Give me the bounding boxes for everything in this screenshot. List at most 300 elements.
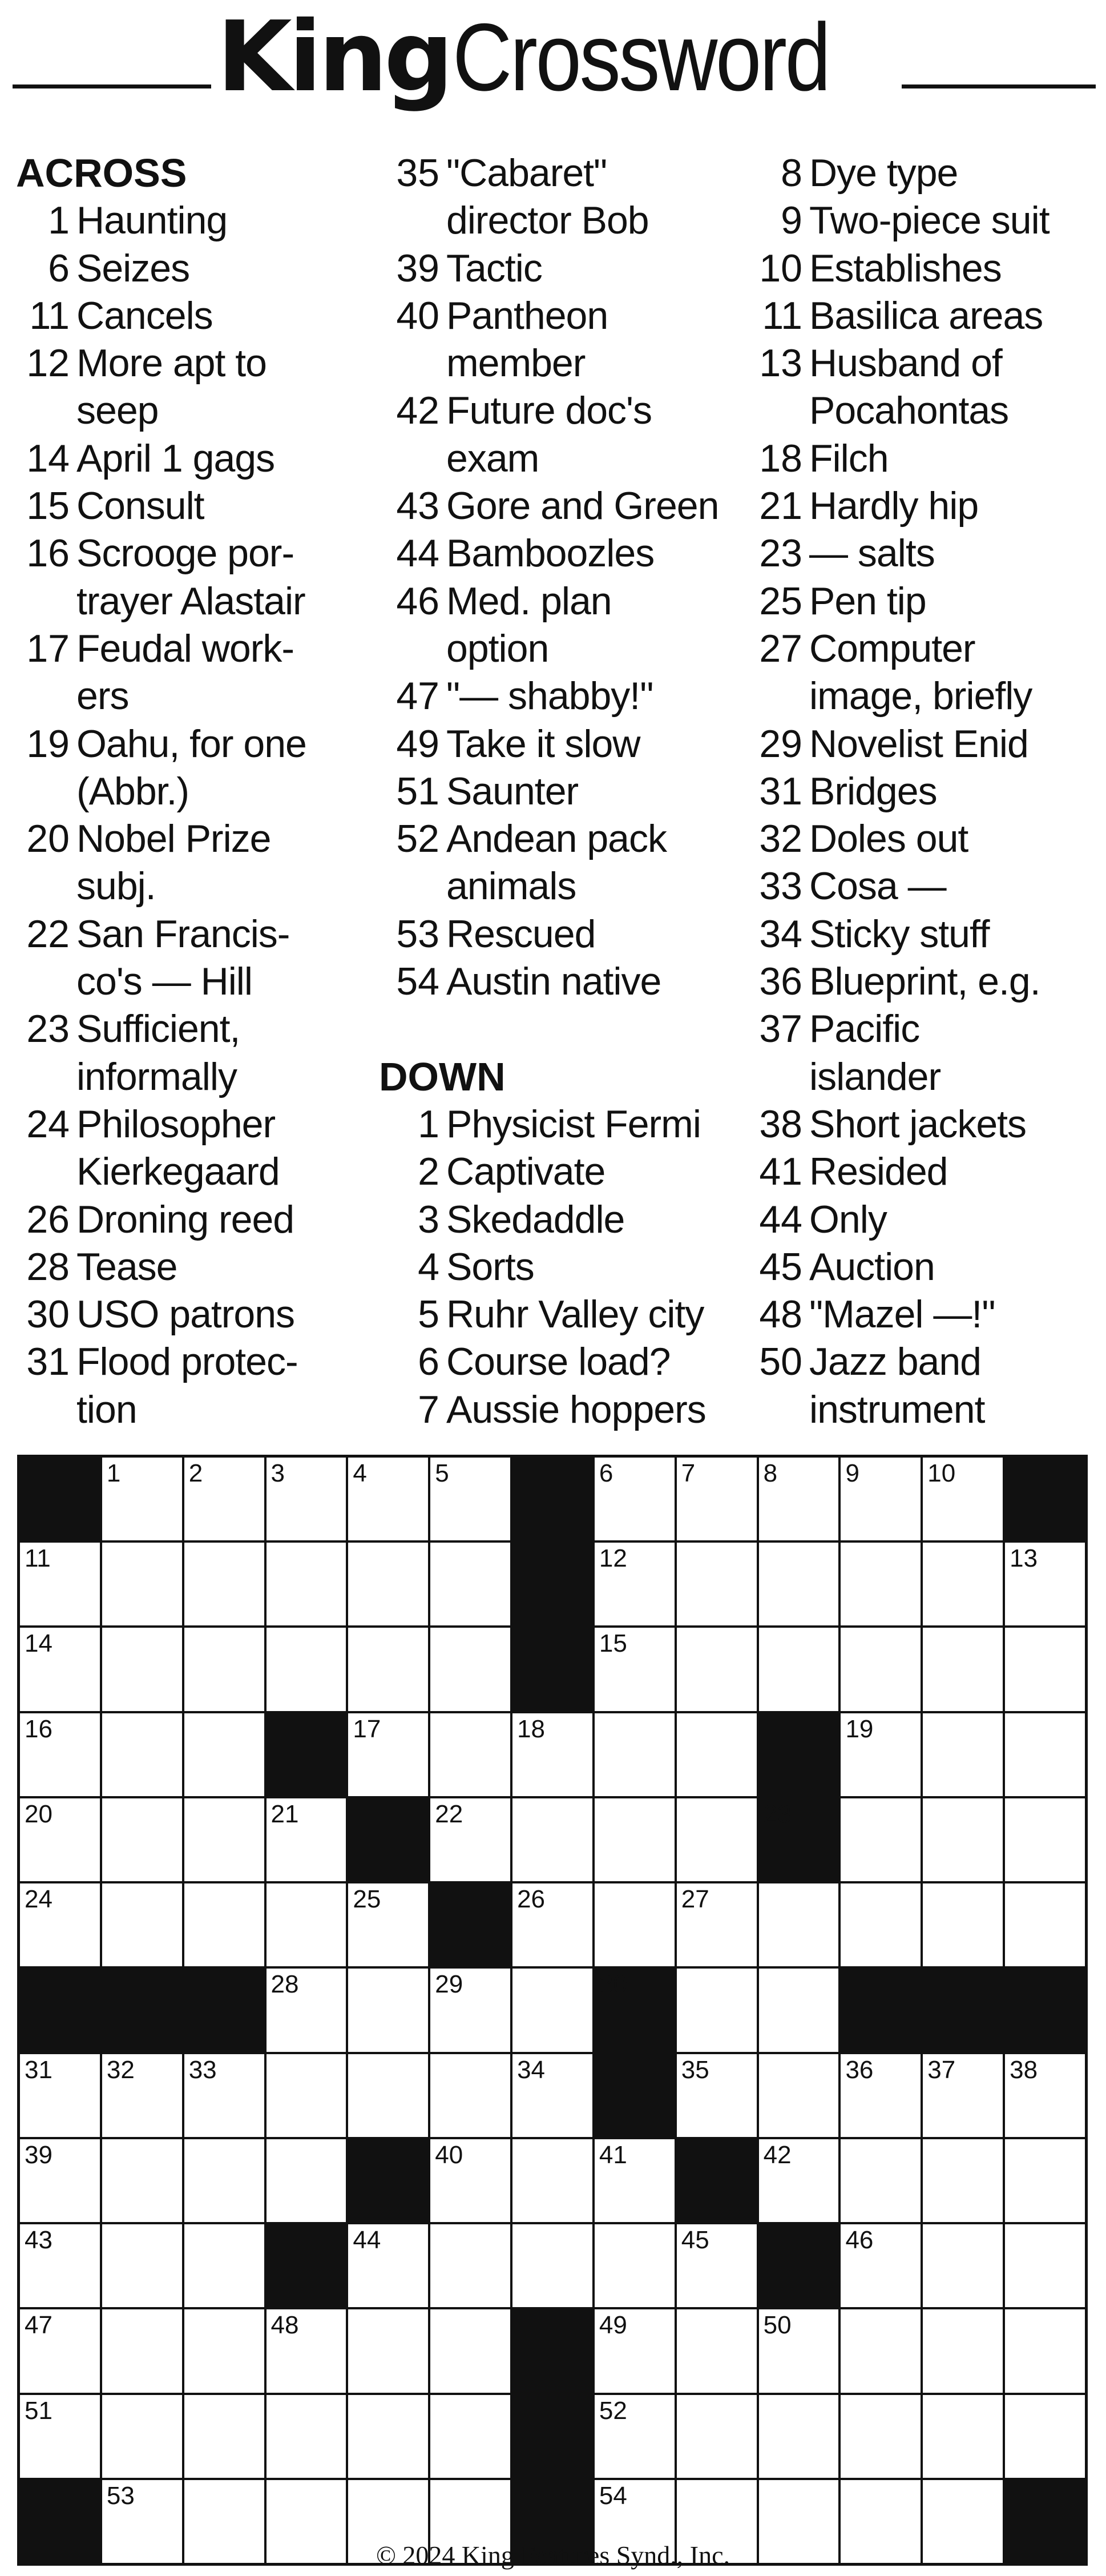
grid-cell[interactable]: [184, 1883, 264, 1966]
grid-cell[interactable]: [923, 1883, 1003, 1966]
grid-cell[interactable]: [348, 2395, 428, 2478]
clue-number: 16: [26, 532, 70, 575]
across-clue: [16, 197, 370, 244]
cell-number: 47: [25, 2311, 53, 2340]
grid-cell[interactable]: [677, 2395, 757, 2478]
clue-number: 25: [759, 579, 802, 623]
clue-text: Computer image, briefly: [809, 626, 1032, 718]
clue-number: 22: [26, 912, 70, 956]
grid-cell[interactable]: [267, 1628, 346, 1710]
clue-number: 35: [396, 151, 439, 195]
clue-number: 1: [48, 199, 70, 243]
black-square: [512, 1628, 592, 1710]
header-rule-right: [902, 84, 1096, 88]
across-clue: [379, 292, 744, 388]
grid-cell[interactable]: [595, 2395, 675, 2478]
down-clue: [742, 1338, 1101, 1434]
grid-cell[interactable]: [348, 2224, 428, 2307]
cell-number: 32: [106, 2055, 135, 2084]
grid-cell[interactable]: [595, 1543, 675, 1625]
crossword-grid: [17, 1455, 1088, 2566]
across-clue: [16, 1005, 370, 1101]
grid-cell[interactable]: [267, 1969, 346, 2051]
grid-cell[interactable]: [923, 1458, 1003, 1540]
grid-cell[interactable]: [923, 1798, 1003, 1881]
grid-cell[interactable]: [348, 1458, 428, 1540]
cell-number: 15: [599, 1629, 627, 1658]
black-square: [759, 1713, 839, 1796]
clue-text: Med. plan option: [446, 579, 612, 670]
clue-text: Tease: [76, 1245, 177, 1289]
grid-cell[interactable]: [677, 1883, 757, 1966]
grid-cell[interactable]: [1005, 1883, 1085, 1966]
down-clue: [742, 1243, 1101, 1291]
grid-cell[interactable]: [595, 1713, 675, 1796]
clue-text: Future doc's exam: [446, 389, 652, 480]
cell-number: 29: [435, 1970, 463, 1999]
clue-text: Andean pack animals: [446, 817, 667, 908]
cell-number: 24: [25, 1885, 53, 1914]
grid-cell[interactable]: [759, 1458, 839, 1540]
clue-number: 2: [418, 1150, 439, 1194]
grid-cell[interactable]: [841, 2224, 921, 2307]
clue-text: Tactic: [446, 246, 542, 290]
clue-column-3: [742, 150, 1101, 1434]
across-clue: [379, 958, 744, 1005]
grid-cell[interactable]: [20, 2224, 100, 2307]
across-clue: [379, 768, 744, 815]
cell-number: 37: [927, 2055, 956, 2084]
grid-cell[interactable]: [184, 2054, 264, 2137]
cell-number: 22: [435, 1800, 463, 1828]
grid-cell[interactable]: [923, 2395, 1003, 2478]
grid-cell[interactable]: [184, 2224, 264, 2307]
clue-number: 6: [418, 1340, 439, 1384]
grid-cell[interactable]: [267, 2139, 346, 2222]
grid-cell[interactable]: [20, 2139, 100, 2222]
grid-cell[interactable]: [677, 1458, 757, 1540]
grid-cell[interactable]: [102, 2139, 182, 2222]
grid-cell[interactable]: [923, 1713, 1003, 1796]
grid-cell[interactable]: [1005, 2309, 1085, 2392]
down-clue: [742, 1005, 1101, 1101]
clue-number: 47: [396, 674, 439, 718]
grid-cell[interactable]: [841, 2309, 921, 2392]
clue-text: Pantheon member: [446, 293, 608, 385]
grid-cell[interactable]: [841, 1713, 921, 1796]
clue-number: 31: [26, 1340, 70, 1384]
grid-cell[interactable]: [430, 2309, 510, 2392]
grid-cell[interactable]: [184, 1798, 264, 1881]
black-square: [267, 1713, 346, 1796]
clue-text: Pacific islander: [809, 1007, 941, 1098]
grid-cell[interactable]: [677, 2054, 757, 2137]
grid-cell[interactable]: [1005, 1713, 1085, 1796]
grid-cell[interactable]: [184, 1713, 264, 1796]
down-clue: [742, 911, 1101, 958]
cell-number: 13: [1010, 1544, 1038, 1573]
down-clue: [742, 863, 1101, 910]
cell-number: 30: [599, 1970, 627, 1999]
down-clue: [742, 245, 1101, 292]
clue-number: 26: [26, 1197, 70, 1241]
clue-text: Basilica areas: [809, 293, 1043, 337]
grid-cell[interactable]: [512, 2054, 592, 2137]
down-clue: [742, 815, 1101, 863]
cell-number: 11: [25, 1544, 51, 1573]
grid-cell[interactable]: [430, 1713, 510, 1796]
cell-number: 5: [435, 1459, 449, 1487]
grid-cell[interactable]: [841, 1883, 921, 1966]
clue-text: Haunting: [76, 199, 228, 243]
grid-cell[interactable]: [184, 1628, 264, 1710]
grid-cell[interactable]: [184, 1543, 264, 1625]
down-clue: [742, 721, 1101, 768]
grid-cell[interactable]: [512, 1798, 592, 1881]
grid-cell[interactable]: [512, 2224, 592, 2307]
clue-text: Filch: [809, 436, 889, 480]
grid-cell[interactable]: [348, 1969, 428, 2051]
grid-cell[interactable]: [184, 2395, 264, 2478]
grid-cell[interactable]: [348, 1713, 428, 1796]
grid-cell[interactable]: [348, 2309, 428, 2392]
clue-text: Skedaddle: [446, 1197, 625, 1241]
clue-text: Pen tip: [809, 579, 926, 623]
clue-number: 5: [418, 1293, 439, 1337]
black-square: [1005, 1458, 1085, 1540]
clue-text: Gore and Green: [446, 484, 719, 528]
down-clue: [742, 625, 1101, 721]
cell-number: 54: [599, 2481, 627, 2510]
grid-cell[interactable]: [184, 2309, 264, 2392]
down-clue: [379, 1101, 744, 1148]
black-square: [267, 2224, 346, 2307]
grid-cell[interactable]: [759, 2309, 839, 2392]
down-clue: [742, 1196, 1101, 1243]
grid-cell[interactable]: [923, 2054, 1003, 2137]
down-heading: DOWN: [379, 1054, 506, 1099]
grid-cell[interactable]: [20, 2309, 100, 2392]
across-clue: [16, 1243, 370, 1291]
grid-cell[interactable]: [20, 1543, 100, 1625]
down-clue: [742, 578, 1101, 625]
grid-cell[interactable]: [759, 2395, 839, 2478]
clue-number: 11: [762, 293, 802, 337]
grid-cell[interactable]: [595, 2309, 675, 2392]
title-regular: Crossword: [453, 3, 829, 111]
grid-cell[interactable]: [841, 1543, 921, 1625]
clue-text: Husband of Pocahontas: [809, 341, 1009, 433]
across-clue: [16, 815, 370, 911]
grid-cell[interactable]: [595, 1883, 675, 1966]
grid-cell[interactable]: [759, 1628, 839, 1710]
cell-number: 31: [25, 2055, 53, 2084]
grid-cell[interactable]: [184, 1458, 264, 1540]
clue-text: Droning reed: [76, 1197, 294, 1241]
grid-cell[interactable]: [841, 2054, 921, 2137]
grid-cell[interactable]: [841, 2395, 921, 2478]
grid-cell[interactable]: [923, 1543, 1003, 1625]
grid-cell[interactable]: [267, 2054, 346, 2137]
grid-cell[interactable]: [759, 1543, 839, 1625]
grid-cell[interactable]: [841, 2139, 921, 2222]
clue-number: 20: [26, 817, 70, 861]
clue-text: Establishes: [809, 246, 1002, 290]
clue-number: 44: [396, 532, 439, 575]
cell-number: 1: [106, 1459, 121, 1487]
grid-cell[interactable]: [102, 2309, 182, 2392]
clue-number: 27: [759, 626, 802, 670]
grid-cell[interactable]: [677, 1969, 757, 2051]
across-clue: [16, 340, 370, 435]
across-heading: ACROSS: [16, 151, 187, 195]
down-clue: [742, 958, 1101, 1005]
grid-cell[interactable]: [430, 1543, 510, 1625]
grid-cell[interactable]: [267, 1543, 346, 1625]
clue-text: Cancels: [76, 293, 213, 337]
page-title: [217, 0, 890, 114]
grid-cell[interactable]: [759, 2054, 839, 2137]
grid-cell[interactable]: [677, 2309, 757, 2392]
grid-cell[interactable]: [841, 1798, 921, 1881]
grid-cell[interactable]: [595, 1798, 675, 1881]
grid-cell[interactable]: [348, 1628, 428, 1710]
clue-text: More apt to seep: [76, 341, 267, 433]
grid-cell[interactable]: [677, 2224, 757, 2307]
grid-cell[interactable]: [430, 2395, 510, 2478]
clue-number: 23: [759, 532, 802, 575]
cell-number: 41: [599, 2140, 627, 2169]
grid-cell[interactable]: [759, 2139, 839, 2222]
grid-cell[interactable]: [595, 1458, 675, 1540]
down-clue: [379, 1196, 744, 1243]
grid-cell[interactable]: [348, 1883, 428, 1966]
grid-cell[interactable]: [841, 1628, 921, 1710]
clue-number: 50: [759, 1340, 802, 1384]
grid-cell[interactable]: [512, 2139, 592, 2222]
clue-number: 17: [26, 626, 70, 670]
across-clue: [379, 815, 744, 911]
across-clue: [16, 1291, 370, 1338]
grid-cell[interactable]: [20, 1628, 100, 1710]
down-clue: [379, 1338, 744, 1386]
clue-text: Bridges: [809, 769, 937, 813]
down-clue: [742, 292, 1101, 340]
grid-cell[interactable]: [20, 1798, 100, 1881]
across-clue: [379, 482, 744, 530]
clue-text: Doles out: [809, 817, 968, 861]
clue-number: 41: [759, 1150, 802, 1194]
grid-cell[interactable]: [348, 1543, 428, 1625]
grid-cell[interactable]: [20, 1713, 100, 1796]
down-clue: [742, 1101, 1101, 1148]
across-clue: [379, 387, 744, 482]
clue-number: 10: [759, 246, 802, 290]
clue-number: 19: [26, 722, 70, 766]
grid-cell[interactable]: [267, 2395, 346, 2478]
grid-cell[interactable]: [1005, 2395, 1085, 2478]
clue-text: Philosopher Kierkegaard: [76, 1102, 280, 1194]
grid-cell[interactable]: [1005, 1628, 1085, 1710]
grid-cell[interactable]: [512, 1883, 592, 1966]
clue-text: San Francis- co's — Hill: [76, 912, 290, 1004]
clue-number: 28: [26, 1245, 70, 1289]
across-clue: [16, 1101, 370, 1196]
clue-number: 24: [26, 1102, 70, 1146]
clue-number: 45: [759, 1245, 802, 1289]
cell-number: 52: [599, 2396, 627, 2425]
grid-cell[interactable]: [677, 1543, 757, 1625]
grid-cell[interactable]: [102, 1713, 182, 1796]
clue-text: Rescued: [446, 912, 596, 956]
down-clue: [379, 1386, 744, 1434]
grid-cell[interactable]: [184, 2139, 264, 2222]
black-square: [1005, 1969, 1085, 2051]
down-clue: [742, 1291, 1101, 1338]
grid-cell[interactable]: [267, 1883, 346, 1966]
grid-cell[interactable]: [267, 1798, 346, 1881]
grid-cell[interactable]: [20, 2054, 100, 2137]
grid-cell[interactable]: [430, 1458, 510, 1540]
cell-number: 9: [845, 1459, 859, 1487]
clue-number: 53: [396, 912, 439, 956]
clue-text: USO patrons: [76, 1293, 295, 1337]
black-square: [595, 2054, 675, 2137]
grid-cell[interactable]: [1005, 2139, 1085, 2222]
grid-cell[interactable]: [595, 2224, 675, 2307]
grid-cell[interactable]: [430, 1969, 510, 2051]
grid-cell[interactable]: [102, 1458, 182, 1540]
cell-number: 17: [353, 1714, 381, 1743]
grid-cell[interactable]: [677, 1713, 757, 1796]
clue-number: 12: [26, 341, 70, 385]
grid-cell[interactable]: [20, 2395, 100, 2478]
grid-cell[interactable]: [102, 1883, 182, 1966]
clue-text: Aussie hoppers: [446, 1387, 706, 1431]
grid-cell[interactable]: [923, 2309, 1003, 2392]
cell-number: 18: [517, 1714, 546, 1743]
clue-number: 38: [759, 1102, 802, 1146]
black-square: [759, 2224, 839, 2307]
grid-cell[interactable]: [430, 1628, 510, 1710]
clue-text: Course load?: [446, 1340, 671, 1384]
down-clue: [742, 768, 1101, 815]
black-square: [512, 1543, 592, 1625]
clue-text: Take it slow: [446, 722, 640, 766]
across-clue: [16, 245, 370, 292]
down-clue: [742, 197, 1101, 244]
grid-cell[interactable]: [1005, 1543, 1085, 1625]
clue-number: 33: [759, 864, 802, 908]
grid-cell[interactable]: [102, 2224, 182, 2307]
grid-cell[interactable]: [759, 1969, 839, 2051]
clue-text: Sticky stuff: [809, 912, 990, 956]
grid-cell[interactable]: [923, 2224, 1003, 2307]
clue-text: Dye type: [809, 151, 958, 195]
grid-cell[interactable]: [1005, 1798, 1085, 1881]
clue-text: Captivate: [446, 1150, 606, 1194]
across-clue: [16, 1196, 370, 1243]
cell-number: 50: [763, 2311, 792, 2340]
clue-number: 30: [26, 1293, 70, 1337]
grid-cell[interactable]: [677, 1628, 757, 1710]
clue-text: Only: [809, 1197, 887, 1241]
clue-number: 29: [759, 722, 802, 766]
across-clue: [16, 1338, 370, 1434]
across-clue: [16, 530, 370, 625]
grid-cell[interactable]: [677, 1798, 757, 1881]
cell-number: 20: [25, 1800, 53, 1828]
grid-cell[interactable]: [102, 1543, 182, 1625]
grid-cell[interactable]: [430, 2224, 510, 2307]
cell-number: 14: [25, 1629, 53, 1658]
grid-cell[interactable]: [759, 1883, 839, 1966]
grid-cell[interactable]: [430, 2054, 510, 2137]
grid-cell[interactable]: [267, 2309, 346, 2392]
clue-text: Physicist Fermi: [446, 1102, 701, 1146]
clue-text: Consult: [76, 484, 204, 528]
grid-cell[interactable]: [595, 1628, 675, 1710]
cell-number: 6: [599, 1459, 613, 1487]
header-rule-left: [13, 84, 211, 88]
clue-number: 36: [759, 960, 802, 1004]
clue-number: 7: [418, 1387, 439, 1431]
grid-cell[interactable]: [102, 1628, 182, 1710]
grid-cell[interactable]: [430, 1798, 510, 1881]
clue-number: 11: [29, 293, 70, 337]
cell-number: 39: [25, 2140, 53, 2169]
title-bold: King: [217, 1, 450, 114]
clue-text: Blueprint, e.g.: [809, 960, 1040, 1004]
across-clue: [379, 721, 744, 768]
grid-cell[interactable]: [267, 1458, 346, 1540]
grid-cell[interactable]: [348, 2054, 428, 2137]
black-square: [20, 1458, 100, 1540]
grid-cell[interactable]: [923, 1628, 1003, 1710]
black-square: [595, 1969, 675, 2051]
down-clue: [379, 1148, 744, 1196]
black-square: [348, 2139, 428, 2222]
clue-text: "Cabaret" director Bob: [446, 151, 649, 243]
grid-cell[interactable]: [595, 2139, 675, 2222]
grid-cell[interactable]: [841, 1458, 921, 1540]
grid-cell[interactable]: [512, 1969, 592, 2051]
grid-cell[interactable]: [430, 2139, 510, 2222]
grid-cell[interactable]: [1005, 2224, 1085, 2307]
black-square: [512, 2395, 592, 2478]
clue-text: Oahu, for one (Abbr.): [76, 722, 306, 813]
grid-cell[interactable]: [1005, 2054, 1085, 2137]
grid-cell[interactable]: [102, 2054, 182, 2137]
down-clue: [379, 1243, 744, 1291]
black-square: [759, 1798, 839, 1881]
cell-number: 25: [353, 1885, 381, 1914]
clue-number: 23: [26, 1007, 70, 1051]
cell-number: 35: [681, 2055, 709, 2084]
clue-number: 44: [759, 1197, 802, 1241]
clue-text: Scrooge por- trayer Alastair: [76, 532, 305, 623]
clue-number: 31: [759, 769, 802, 813]
clue-number: 49: [396, 722, 439, 766]
grid-cell[interactable]: [20, 1883, 100, 1966]
grid-cell[interactable]: [102, 1798, 182, 1881]
grid-cell[interactable]: [923, 2139, 1003, 2222]
grid-cell[interactable]: [102, 2395, 182, 2478]
cell-number: 23: [763, 1800, 792, 1828]
grid-cell[interactable]: [512, 1713, 592, 1796]
across-clue: [16, 721, 370, 816]
cell-number: 51: [25, 2396, 53, 2425]
